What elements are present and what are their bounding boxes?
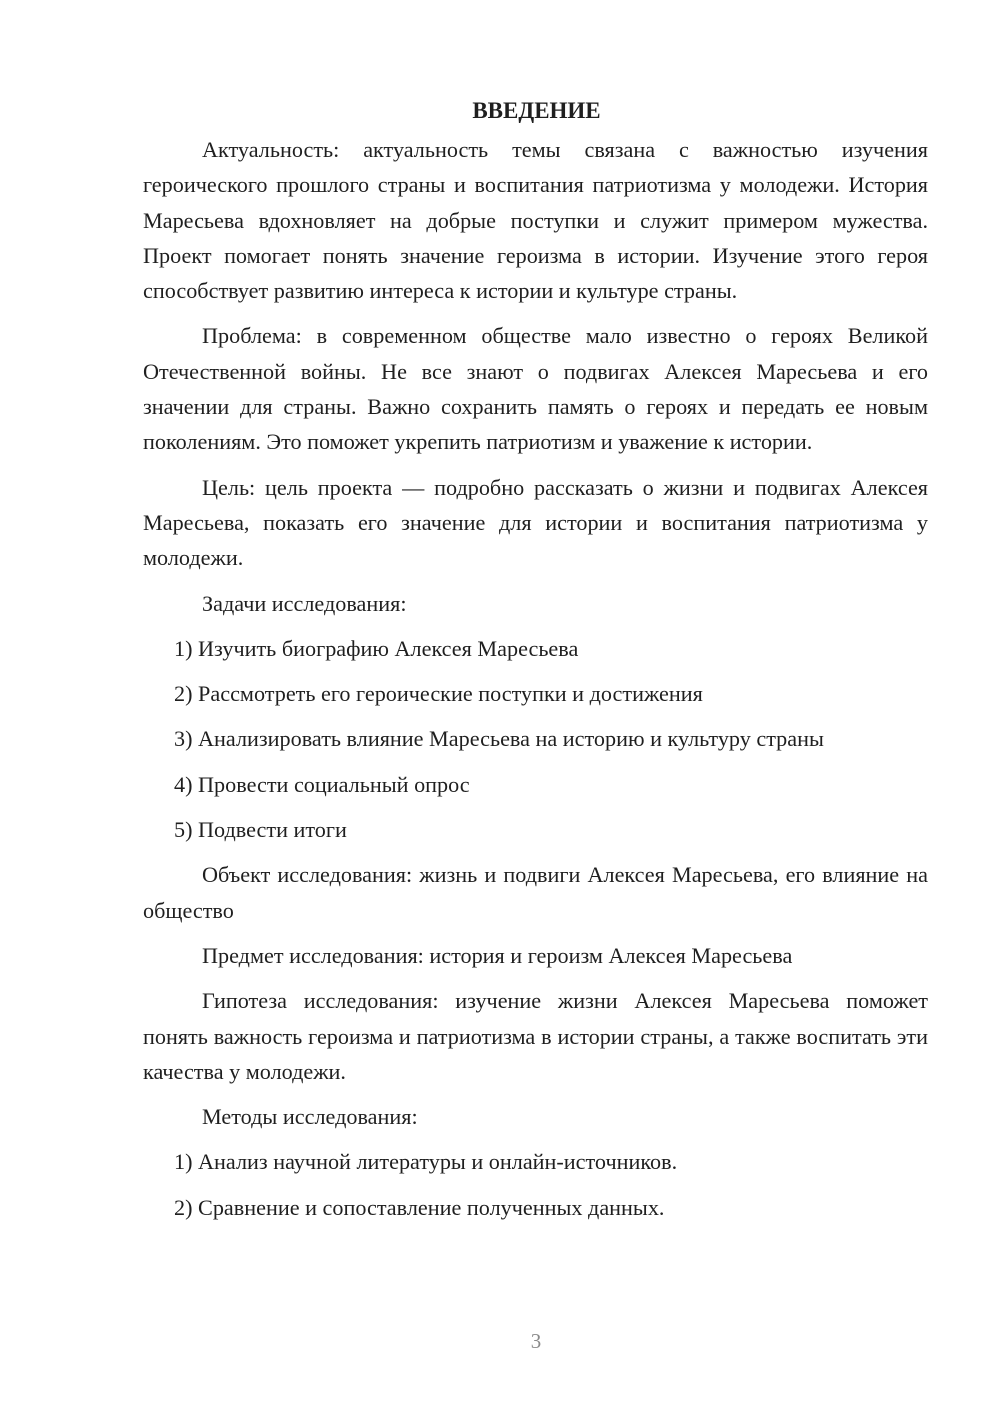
document-body [143, 93, 928, 1235]
task-item-1: 1) Изучить биографию Алексея Маресьева [174, 635, 579, 661]
task-item-4: 4) Провести социальный опрос [174, 771, 470, 797]
section-title: ВВЕДЕНИЕ [472, 98, 601, 123]
problem-paragraph: Проблема: в современном обществе мало известно о героях Великой Отечественной войны. Не все знают о подвигах Алексея Маресьева и его значении для страны. Важно сохранить память о героях и передать ее новым поколениям. Это поможет укрепить патриотизм и уважение к истории. [143, 323, 928, 455]
goal-paragraph: Цель: цель проекта — подробно рассказать о жизни и подвигах Алексея Маресьева, показать его значение для истории и воспитания патриотизма у молодежи. [143, 474, 928, 571]
task-item-5: 5) Подвести итоги [174, 817, 347, 843]
subject-paragraph: Предмет исследования: история и героизм Алексея Маресьева [202, 942, 793, 968]
hypothesis-paragraph: Гипотеза исследования: изучение жизни Алексея Маресьева поможет понять важность героизма и патриотизма в истории страны, а также воспитать эти качества у молодежи. [143, 988, 928, 1084]
task-item-2: 2) Рассмотреть его героические поступки и достижения [174, 681, 703, 707]
tasks-heading: Задачи исследования: [202, 590, 407, 616]
page-number: 3 [530, 1329, 542, 1353]
relevance-paragraph: Актуальность: актуальность темы связана с важностью изучения героического прошлого страны и воспитания патриотизма у молодежи. История Маресьева вдохновляет на добрые поступки и служит примером мужества. Проект помогает понять значение героизма в истории. Изучение этого героя способствует развитию интереса к истории и культуре страны. [143, 137, 928, 304]
methods-heading: Методы исследования: [202, 1104, 418, 1130]
method-item-2: 2) Сравнение и сопоставление полученных данных. [174, 1194, 665, 1220]
method-item-1: 1) Анализ научной литературы и онлайн-источников. [174, 1149, 678, 1175]
object-paragraph: Объект исследования: жизнь и подвиги Алексея Маресьева, его влияние на общество [143, 862, 928, 923]
task-item-3: 3) Анализировать влияние Маресьева на историю и культуру страны [174, 726, 824, 752]
